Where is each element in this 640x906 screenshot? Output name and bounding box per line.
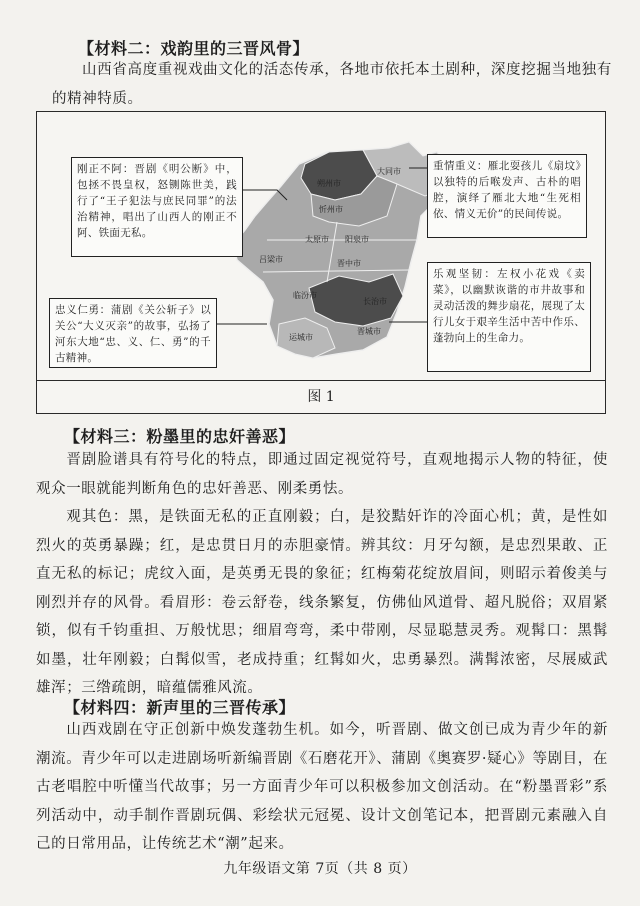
- material4-para1-text: 山西戏剧在守正创新中焕发蓬勃生机。如今，听晋剧、做文创已成为青少年的新潮流。青少年可以走进剧场听新编晋剧《石磨花开》、蒲剧《奥赛罗·疑心》等剧目，在古老唱腔中听懂当代故事；另一方面青少年可以积极参加文创活动。在“粉墨晋彩”系列活动中，动手制作晋剧玩偶、彩绘状元冠冕、设计文创笔记本，把晋剧元素融入自己的日常用品，让传统艺术“潮”起来。: [36, 722, 608, 852]
- material4-heading: 【材料四：新声里的三晋传承】: [64, 698, 296, 717]
- map-label-lvliang: 吕梁市: [259, 255, 283, 264]
- map-label-jinzhong: 晋中市: [337, 259, 361, 268]
- material3-para1: [36, 446, 608, 503]
- figure-caption: 图 1: [307, 389, 335, 405]
- map-label-jincheng: 晋城市: [357, 327, 381, 336]
- figure-divider: [37, 380, 605, 381]
- map-label-shuozhou: 朔州市: [317, 179, 341, 188]
- map-label-datong: 大同市: [377, 167, 401, 176]
- map-label-yangquan: 阳泉市: [345, 235, 369, 244]
- callout-integrity: 刚正不阿：晋剧《明公断》中，包拯不畏皇权，怒铡陈世美，践行了“王子犯法与庶民同罪”的法治精神，唱出了山西人的刚正不阿、铁面无私。: [71, 157, 243, 257]
- material3-para1-text: 晋剧脸谱具有符号化的特点，即通过固定视觉符号，直观地揭示人物的特征，使观众一眼就能判断角色的忠奸善恶、刚柔勇怯。: [36, 452, 608, 497]
- material4-para1: [36, 716, 608, 859]
- map-label-linfen: 临汾市: [293, 291, 317, 300]
- material3-para2-text: 观其色：黑，是铁面无私的正直刚毅；白，是狡黠奸诈的冷面心机；黄，是性如烈火的英勇暴躁；红，是忠贯日月的赤胆豪情。辨其纹：月牙勾额，是忠烈果敢、正直无私的标记；虎纹入面，是英勇无畏的象征；红梅菊花绽放眉间，则昭示着俊美与刚烈并存的风骨。看眉形：卷云舒卷，线条繁复，仿佛仙风道骨、超凡脱俗；双眉紧锁，似有千钧重担、万般忧思；细眉弯弯，柔中带刚，尽显聪慧灵秀。观髯口：黑髯如墨，壮年刚毅；白髯似雪，老成持重；红髯如火，忠勇暴烈。满髯浓密，尽展威武雄浑；三绺疏朗，暗蕴儒雅风流。: [36, 509, 608, 696]
- material2-intro: [52, 56, 612, 113]
- callout-affection: 重情重义：雁北耍孩儿《扇坟》以独特的后喉发声、古朴的唱腔，演绎了雁北大地“生死相依、情义无价”的民间传说。: [427, 154, 587, 238]
- page-footer: 九年级语文第 7页（共 8 页）: [223, 861, 417, 877]
- material3-para2: [36, 503, 608, 703]
- callout-loyalty: 忠义仁勇：蒲剧《关公斩子》以关公“大义灭亲”的故事，弘扬了河东大地“忠、义、仁、勇”的千古精神。: [49, 298, 217, 368]
- material2-heading: 【材料二：戏韵里的三晋风骨】: [78, 39, 310, 58]
- callout-optimism: 乐观坚韧：左权小花戏《卖菜》，以幽默诙谐的市井故事和灵动活泼的舞步扇花，展现了太行儿女于艰辛生活中苦中作乐、蓬勃向上的生命力。: [427, 262, 591, 372]
- material3-heading: 【材料三：粉墨里的忠奸善恶】: [64, 427, 296, 446]
- material2-intro-text: 山西省高度重视戏曲文化的活态传承，各地市依托本土剧种，深度挖掘当地独有的精神特质。: [52, 62, 612, 107]
- map-label-taiyuan: 太原市: [305, 235, 329, 244]
- map-label-changzhi: 长治市: [363, 297, 387, 306]
- map-label-xinzhou: 忻州市: [319, 205, 343, 214]
- figure-1: [36, 111, 606, 414]
- map-label-yuncheng: 运城市: [289, 333, 313, 342]
